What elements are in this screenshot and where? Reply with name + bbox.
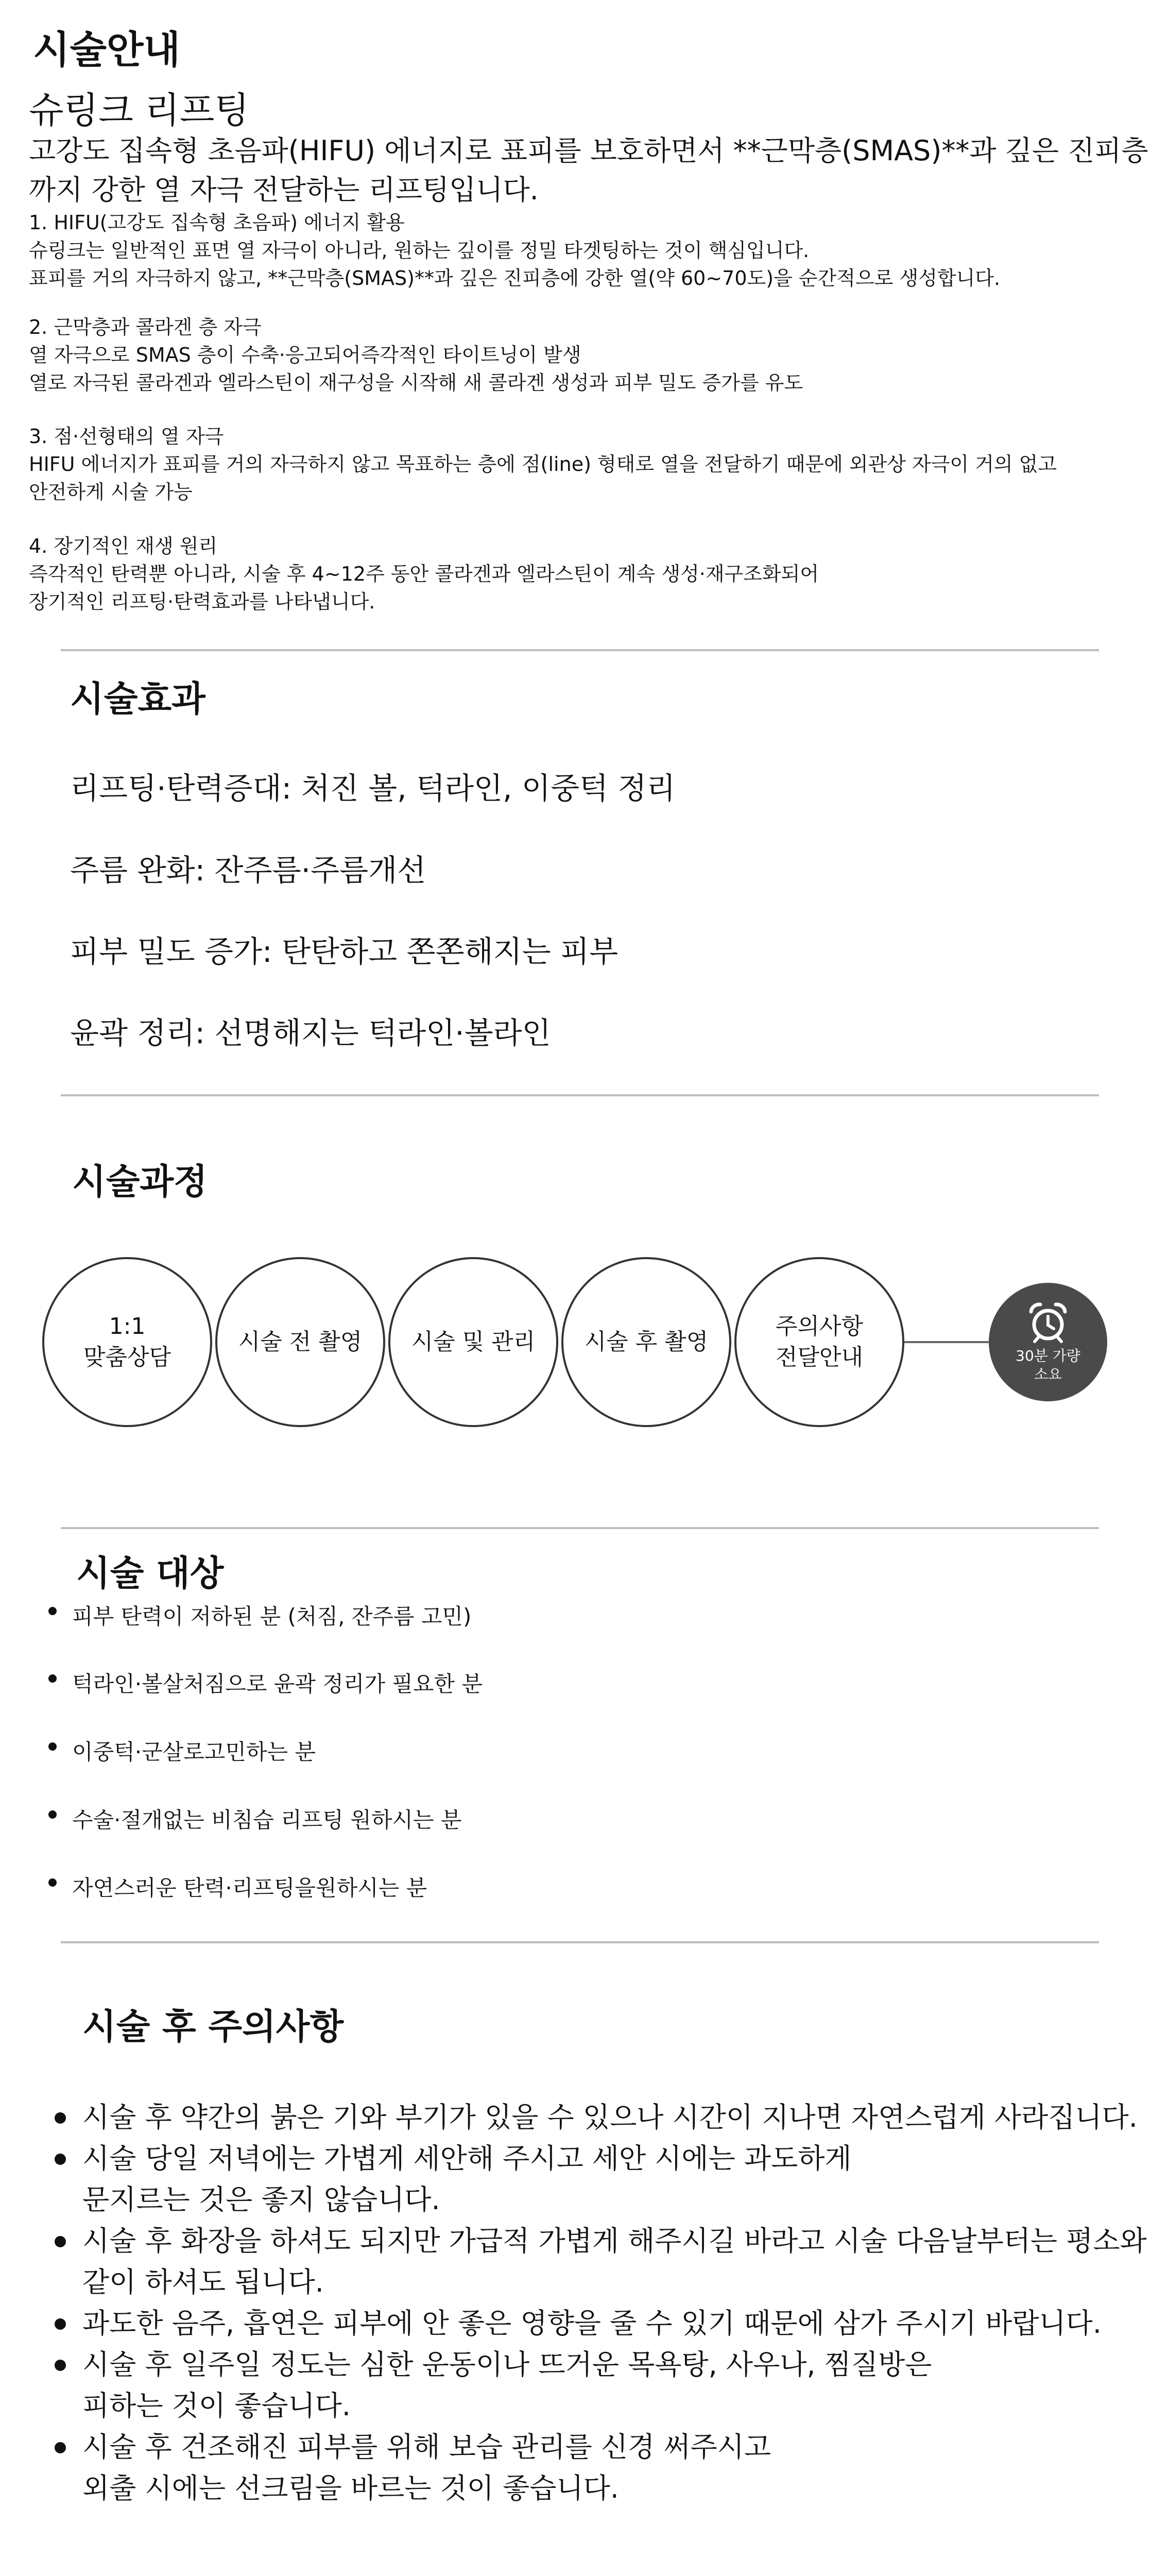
detail-line: 슈링크는 일반적인 표면 열 자극이 아니라, 원하는 깊이를 정밀 타겟팅하는 것이 핵심입니다. xyxy=(29,239,810,262)
effect-item: 피부 밀도 증가: 탄탄하고 쫀쫀해지는 피부 xyxy=(70,934,619,969)
section-divider xyxy=(61,1094,1099,1096)
effect-item: 윤곽 정리: 선명해지는 턱라인·볼라인 xyxy=(70,1015,551,1050)
caution-item xyxy=(82,2097,1138,2138)
detail-heading: 4. 장기적인 재생 원리 xyxy=(29,535,218,557)
bullet-dot xyxy=(55,2154,66,2165)
caution-item xyxy=(82,2138,852,2221)
caution-line: 시술 당일 저녁에는 가볍게 세안해 주시고 세안 시에는 과도하게 xyxy=(82,2142,852,2175)
procedure-title: 슈링크 리프팅 xyxy=(29,89,249,131)
caution-line: 시술 후 화장을 하셔도 되지만 가급적 가볍게 해주시길 바라고 시술 다음날부터는 평소와 xyxy=(82,2225,1147,2257)
detail-line: 열 자극으로 SMAS 층이 수축·응고되어즉각적인 타이트닝이 발생 xyxy=(29,344,581,366)
effect-item: 주름 완화: 잔주름·주름개선 xyxy=(70,853,426,888)
bullet-dot xyxy=(48,1810,57,1819)
step-label: 1:1 맞춤상담 xyxy=(83,1313,171,1370)
bullet-dot xyxy=(55,2112,66,2124)
target-item-label: 자연스러운 탄력·리프팅을원하시는 분 xyxy=(72,1875,427,1901)
duration-label: 30분 가량 소요 xyxy=(1016,1347,1080,1383)
target-item-label: 피부 탄력이 저하된 분 (처짐, 잔주름 고민) xyxy=(72,1604,472,1629)
step-label: 시술 전 촬영 xyxy=(238,1329,363,1355)
detail-line: HIFU 에너지가 표피를 거의 자극하지 않고 목표하는 층에 점(line) 형태로 열을 전달하기 때문에 외관상 자극이 거의 없고 xyxy=(29,453,1057,476)
section-divider xyxy=(61,1941,1099,1943)
duration-badge xyxy=(989,1283,1107,1401)
target-item-label: 이중턱·군살로고민하는 분 xyxy=(72,1739,316,1765)
detail-line: 장기적인 리프팅·탄력효과를 나타냅니다. xyxy=(29,590,375,613)
bullet-dot xyxy=(55,2236,66,2247)
target-item-label: 수술·절개없는 비침습 리프팅 원하시는 분 xyxy=(72,1807,462,1833)
detail-line: 즉각적인 탄력뿐 아니라, 시술 후 4~12주 동안 콜라겐과 엘라스틴이 계속 생성·재구조화되어 xyxy=(29,563,819,585)
caution-line: 과도한 음주, 흡연은 피부에 안 좋은 영향을 줄 수 있기 때문에 삼가 주시기 바랍니다. xyxy=(82,2307,1102,2340)
step-label: 시술 후 촬영 xyxy=(584,1329,709,1355)
detail-heading: 1. HIFU(고강도 집속형 초음파) 에너지 활용 xyxy=(29,211,405,234)
step-treatment xyxy=(388,1257,558,1427)
caution-item xyxy=(82,2221,1147,2303)
effects-title: 시술효과 xyxy=(70,679,205,720)
caution-line: 시술 후 건조해진 피부를 위해 보습 관리를 신경 써주시고 xyxy=(82,2431,771,2463)
caution-line: 시술 후 약간의 붉은 기와 부기가 있을 수 있으나 시간이 지나면 자연스럽게 사라집니다. xyxy=(82,2101,1138,2133)
caution-line: 시술 후 일주일 정도는 심한 운동이나 뜨거운 목욕탕, 사우나, 찜질방은 xyxy=(82,2348,932,2381)
caution-item xyxy=(82,2303,1102,2344)
detail-line: 열로 자극된 콜라겐과 엘라스틴이 재구성을 시작해 새 콜라겐 생성과 피부 밀도 증가를 유도 xyxy=(29,371,803,394)
detail-block-smas xyxy=(29,313,803,397)
procedure-description: 고강도 집속형 초음파(HIFU) 에너지로 표피를 보호하면서 **근막층(SMAS)**과 깊은 진피층까지 강한 열 자극 전달하는 리프팅입니다. xyxy=(29,134,1148,206)
detail-block-hifu xyxy=(29,209,1000,292)
section-divider xyxy=(61,649,1099,651)
caution-item xyxy=(82,2427,771,2509)
target-item xyxy=(72,1803,461,1834)
step-label: 주의사항 전달안내 xyxy=(775,1313,863,1370)
target-title: 시술 대상 xyxy=(76,1553,224,1594)
process-title: 시술과정 xyxy=(72,1162,208,1202)
caution-line: 문지르는 것은 좋지 않습니다. xyxy=(82,2183,440,2216)
step-label: 시술 및 관리 xyxy=(411,1329,536,1355)
bullet-dot xyxy=(48,1607,57,1615)
step-caution-guide xyxy=(734,1257,904,1427)
bullet-dot xyxy=(48,1674,57,1683)
caution-line: 같이 하셔도 됩니다. xyxy=(82,2266,324,2298)
bullet-dot xyxy=(48,1878,57,1887)
bullet-dot xyxy=(48,1742,57,1751)
detail-block-line-heat xyxy=(29,422,1057,506)
target-item xyxy=(72,1667,483,1698)
target-item xyxy=(72,1871,427,1902)
alarm-clock-icon xyxy=(1026,1300,1070,1345)
caution-line: 외출 시에는 선크림을 바르는 것이 좋습니다. xyxy=(82,2472,619,2504)
step-consultation xyxy=(42,1257,212,1427)
bullet-dot xyxy=(55,2442,66,2453)
step-after-photo xyxy=(561,1257,731,1427)
detail-line: 안전하게 시술 가능 xyxy=(29,481,193,503)
detail-heading: 3. 점·선형태의 열 자극 xyxy=(29,425,224,448)
target-item xyxy=(72,1600,471,1631)
detail-heading: 2. 근막층과 콜라겐 층 자극 xyxy=(29,316,262,338)
target-item-label: 턱라인·볼살처짐으로 윤곽 정리가 필요한 분 xyxy=(72,1671,483,1697)
effect-item: 리프팅·탄력증대: 처진 볼, 턱라인, 이중턱 정리 xyxy=(70,771,676,806)
bullet-dot xyxy=(55,2360,66,2371)
caution-item xyxy=(82,2344,932,2427)
page-heading: 시술안내 xyxy=(33,28,180,72)
bullet-dot xyxy=(55,2318,66,2330)
detail-line: 표피를 거의 자극하지 않고, **근막층(SMAS)**과 깊은 진피층에 강한 열(약 60~70도)을 순간적으로 생성합니다. xyxy=(29,267,1001,290)
step-before-photo xyxy=(215,1257,385,1427)
detail-block-regeneration xyxy=(29,532,819,616)
section-divider xyxy=(61,1527,1099,1529)
aftercare-title: 시술 후 주의사항 xyxy=(82,2007,344,2047)
caution-line: 피하는 것이 좋습니다. xyxy=(82,2389,351,2422)
target-item xyxy=(72,1735,316,1766)
